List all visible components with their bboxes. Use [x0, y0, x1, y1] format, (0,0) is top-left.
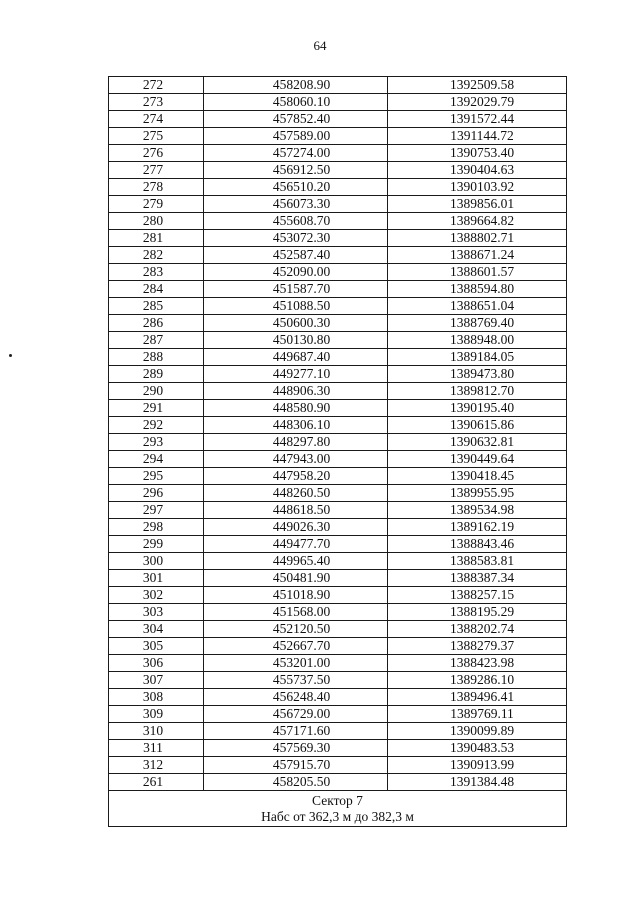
x-coordinate-cell: 450600.30 — [204, 315, 388, 332]
y-coordinate-cell: 1390418.45 — [388, 468, 567, 485]
x-coordinate-cell: 456510.20 — [204, 179, 388, 196]
x-coordinate-cell: 448906.30 — [204, 383, 388, 400]
y-coordinate-cell: 1388651.04 — [388, 298, 567, 315]
point-number-cell: 279 — [109, 196, 204, 213]
table-row — [109, 553, 567, 570]
x-coordinate-cell: 452587.40 — [204, 247, 388, 264]
point-number-cell: 306 — [109, 655, 204, 672]
x-coordinate-cell: 457852.40 — [204, 111, 388, 128]
coordinate-table — [108, 76, 567, 827]
point-number-cell: 282 — [109, 247, 204, 264]
x-coordinate-cell: 458060.10 — [204, 94, 388, 111]
y-coordinate-cell: 1389286.10 — [388, 672, 567, 689]
y-coordinate-cell: 1391144.72 — [388, 128, 567, 145]
x-coordinate-cell: 448618.50 — [204, 502, 388, 519]
table-row — [109, 230, 567, 247]
y-coordinate-cell: 1390913.99 — [388, 757, 567, 774]
x-coordinate-cell: 451587.70 — [204, 281, 388, 298]
point-number-cell: 273 — [109, 94, 204, 111]
table-row — [109, 655, 567, 672]
table-row — [109, 145, 567, 162]
point-number-cell: 291 — [109, 400, 204, 417]
point-number-cell: 284 — [109, 281, 204, 298]
point-number-cell: 287 — [109, 332, 204, 349]
table-row — [109, 77, 567, 94]
x-coordinate-cell: 455737.50 — [204, 672, 388, 689]
table-row — [109, 264, 567, 281]
table-row — [109, 383, 567, 400]
y-coordinate-cell: 1389856.01 — [388, 196, 567, 213]
table-row — [109, 774, 567, 791]
x-coordinate-cell: 458205.50 — [204, 774, 388, 791]
y-coordinate-cell: 1390632.81 — [388, 434, 567, 451]
x-coordinate-cell: 449477.70 — [204, 536, 388, 553]
table-row — [109, 672, 567, 689]
y-coordinate-cell: 1390099.89 — [388, 723, 567, 740]
y-coordinate-cell: 1388948.00 — [388, 332, 567, 349]
point-number-cell: 297 — [109, 502, 204, 519]
table-row — [109, 247, 567, 264]
point-number-cell: 311 — [109, 740, 204, 757]
x-coordinate-cell: 448306.10 — [204, 417, 388, 434]
y-coordinate-cell: 1388671.24 — [388, 247, 567, 264]
point-number-cell: 305 — [109, 638, 204, 655]
y-coordinate-cell: 1389184.05 — [388, 349, 567, 366]
table-row — [109, 417, 567, 434]
y-coordinate-cell: 1390483.53 — [388, 740, 567, 757]
point-number-cell: 299 — [109, 536, 204, 553]
table-row — [109, 196, 567, 213]
y-coordinate-cell: 1388202.74 — [388, 621, 567, 638]
point-number-cell: 286 — [109, 315, 204, 332]
scan-dot — [9, 354, 12, 357]
table-row — [109, 434, 567, 451]
point-number-cell: 294 — [109, 451, 204, 468]
x-coordinate-cell: 447943.00 — [204, 451, 388, 468]
point-number-cell: 278 — [109, 179, 204, 196]
point-number-cell: 303 — [109, 604, 204, 621]
table-row — [109, 94, 567, 111]
table-row — [109, 468, 567, 485]
table-row — [109, 128, 567, 145]
point-number-cell: 292 — [109, 417, 204, 434]
table-row — [109, 315, 567, 332]
y-coordinate-cell: 1389664.82 — [388, 213, 567, 230]
table-row — [109, 587, 567, 604]
point-number-cell: 307 — [109, 672, 204, 689]
table-row — [109, 757, 567, 774]
point-number-cell: 289 — [109, 366, 204, 383]
table-row — [109, 740, 567, 757]
point-number-cell: 275 — [109, 128, 204, 145]
y-coordinate-cell: 1388423.98 — [388, 655, 567, 672]
x-coordinate-cell: 457569.30 — [204, 740, 388, 757]
table-row — [109, 400, 567, 417]
table-row — [109, 298, 567, 315]
sector-title: Сектор 7 — [312, 793, 363, 808]
x-coordinate-cell: 456729.00 — [204, 706, 388, 723]
x-coordinate-cell: 457171.60 — [204, 723, 388, 740]
point-number-cell: 272 — [109, 77, 204, 94]
y-coordinate-cell: 1388279.37 — [388, 638, 567, 655]
y-coordinate-cell: 1390753.40 — [388, 145, 567, 162]
y-coordinate-cell: 1390449.64 — [388, 451, 567, 468]
x-coordinate-cell: 448580.90 — [204, 400, 388, 417]
point-number-cell: 281 — [109, 230, 204, 247]
point-number-cell: 261 — [109, 774, 204, 791]
x-coordinate-cell: 453072.30 — [204, 230, 388, 247]
point-number-cell: 304 — [109, 621, 204, 638]
table-row — [109, 723, 567, 740]
y-coordinate-cell: 1389496.41 — [388, 689, 567, 706]
table-row — [109, 451, 567, 468]
x-coordinate-cell: 448260.50 — [204, 485, 388, 502]
point-number-cell: 300 — [109, 553, 204, 570]
point-number-cell: 296 — [109, 485, 204, 502]
y-coordinate-cell: 1392509.58 — [388, 77, 567, 94]
point-number-cell: 302 — [109, 587, 204, 604]
x-coordinate-cell: 456248.40 — [204, 689, 388, 706]
sector-height-range: Набс от 362,3 м до 382,3 м — [261, 809, 414, 824]
y-coordinate-cell: 1389534.98 — [388, 502, 567, 519]
y-coordinate-cell: 1389955.95 — [388, 485, 567, 502]
sector-footer-cell — [109, 791, 567, 827]
table-row — [109, 349, 567, 366]
x-coordinate-cell: 457915.70 — [204, 757, 388, 774]
table-row — [109, 502, 567, 519]
y-coordinate-cell: 1389769.11 — [388, 706, 567, 723]
point-number-cell: 283 — [109, 264, 204, 281]
coordinate-table-body — [109, 77, 567, 791]
point-number-cell: 285 — [109, 298, 204, 315]
point-number-cell: 310 — [109, 723, 204, 740]
table-row — [109, 706, 567, 723]
y-coordinate-cell: 1389812.70 — [388, 383, 567, 400]
x-coordinate-cell: 449687.40 — [204, 349, 388, 366]
table-row — [109, 689, 567, 706]
y-coordinate-cell: 1388257.15 — [388, 587, 567, 604]
table-row — [109, 162, 567, 179]
y-coordinate-cell: 1388583.81 — [388, 553, 567, 570]
point-number-cell: 295 — [109, 468, 204, 485]
point-number-cell: 290 — [109, 383, 204, 400]
y-coordinate-cell: 1389162.19 — [388, 519, 567, 536]
x-coordinate-cell: 448297.80 — [204, 434, 388, 451]
x-coordinate-cell: 452667.70 — [204, 638, 388, 655]
table-row — [109, 485, 567, 502]
point-number-cell: 274 — [109, 111, 204, 128]
y-coordinate-cell: 1388195.29 — [388, 604, 567, 621]
y-coordinate-cell: 1391572.44 — [388, 111, 567, 128]
y-coordinate-cell: 1389473.80 — [388, 366, 567, 383]
table-row — [109, 213, 567, 230]
sector-footer-row — [109, 791, 567, 827]
y-coordinate-cell: 1388601.57 — [388, 264, 567, 281]
x-coordinate-cell: 449965.40 — [204, 553, 388, 570]
point-number-cell: 308 — [109, 689, 204, 706]
table-row — [109, 604, 567, 621]
x-coordinate-cell: 452090.00 — [204, 264, 388, 281]
point-number-cell: 309 — [109, 706, 204, 723]
y-coordinate-cell: 1388387.34 — [388, 570, 567, 587]
point-number-cell: 293 — [109, 434, 204, 451]
x-coordinate-cell: 457274.00 — [204, 145, 388, 162]
table-row — [109, 366, 567, 383]
x-coordinate-cell: 451088.50 — [204, 298, 388, 315]
x-coordinate-cell: 447958.20 — [204, 468, 388, 485]
x-coordinate-cell: 451568.00 — [204, 604, 388, 621]
y-coordinate-cell: 1390103.92 — [388, 179, 567, 196]
table-row — [109, 638, 567, 655]
y-coordinate-cell: 1388843.46 — [388, 536, 567, 553]
point-number-cell: 276 — [109, 145, 204, 162]
x-coordinate-cell: 453201.00 — [204, 655, 388, 672]
y-coordinate-cell: 1392029.79 — [388, 94, 567, 111]
x-coordinate-cell: 456912.50 — [204, 162, 388, 179]
table-row — [109, 281, 567, 298]
x-coordinate-cell: 451018.90 — [204, 587, 388, 604]
x-coordinate-cell: 457589.00 — [204, 128, 388, 145]
x-coordinate-cell: 450130.80 — [204, 332, 388, 349]
y-coordinate-cell: 1388769.40 — [388, 315, 567, 332]
x-coordinate-cell: 456073.30 — [204, 196, 388, 213]
y-coordinate-cell: 1390195.40 — [388, 400, 567, 417]
x-coordinate-cell: 455608.70 — [204, 213, 388, 230]
y-coordinate-cell: 1388594.80 — [388, 281, 567, 298]
point-number-cell: 280 — [109, 213, 204, 230]
point-number-cell: 298 — [109, 519, 204, 536]
y-coordinate-cell: 1390404.63 — [388, 162, 567, 179]
point-number-cell: 301 — [109, 570, 204, 587]
table-row — [109, 536, 567, 553]
table-row — [109, 621, 567, 638]
point-number-cell: 288 — [109, 349, 204, 366]
y-coordinate-cell: 1390615.86 — [388, 417, 567, 434]
y-coordinate-cell: 1388802.71 — [388, 230, 567, 247]
page-number: 64 — [313, 38, 327, 53]
x-coordinate-cell: 449026.30 — [204, 519, 388, 536]
point-number-cell: 277 — [109, 162, 204, 179]
table-row — [109, 332, 567, 349]
x-coordinate-cell: 450481.90 — [204, 570, 388, 587]
table-row — [109, 519, 567, 536]
x-coordinate-cell: 452120.50 — [204, 621, 388, 638]
x-coordinate-cell: 458208.90 — [204, 77, 388, 94]
y-coordinate-cell: 1391384.48 — [388, 774, 567, 791]
x-coordinate-cell: 449277.10 — [204, 366, 388, 383]
point-number-cell: 312 — [109, 757, 204, 774]
table-row — [109, 111, 567, 128]
table-row — [109, 179, 567, 196]
table-row — [109, 570, 567, 587]
